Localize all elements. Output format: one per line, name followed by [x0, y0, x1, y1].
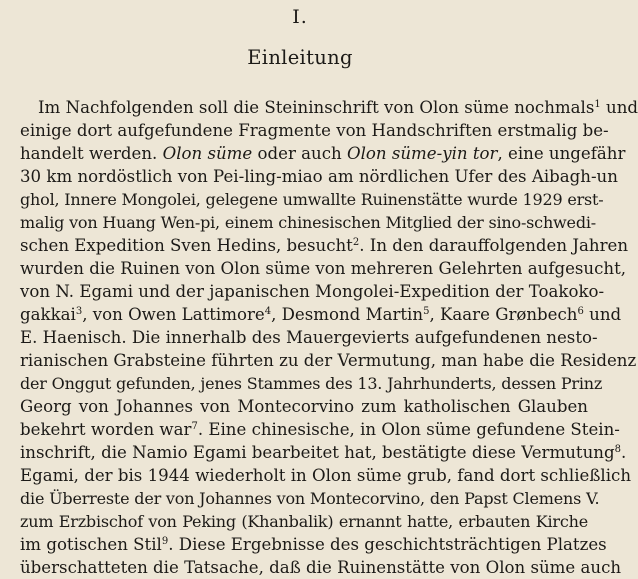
text-line: [20, 211, 596, 234]
text-line: [20, 326, 598, 349]
chapter-number: I.: [292, 6, 308, 28]
footnote-marker: 3: [75, 306, 83, 317]
text-segment: . Diese Ergebnisse des geschichtsträchtigen Platzes: [168, 535, 607, 554]
italic-term: Olon süme-yin tor: [346, 144, 498, 163]
text-line: [20, 464, 632, 487]
text-line: [20, 349, 637, 372]
text-segment: handelt werden.: [20, 144, 163, 163]
text-segment: .: [620, 443, 627, 462]
text-segment: . Eine chinesische, in Olon süme gefundene Stein-: [197, 420, 620, 439]
text-segment: einige dort aufgefundene Fragmente von Handschriften erstmalig be-: [20, 121, 609, 140]
text-segment: die Überreste der von Johannes von Montecorvino, den Papst Clemens V.: [20, 489, 600, 508]
text-segment: , Desmond Martin: [271, 305, 424, 324]
footnote-marker: 5: [423, 306, 430, 317]
text-segment: und: [600, 98, 638, 117]
text-segment: . In den darauffolgenden Jahren: [359, 236, 629, 255]
text-line: [20, 96, 638, 119]
text-segment: , Kaare Grønbech: [429, 305, 578, 324]
text-line: [20, 418, 620, 441]
text-segment: malig von Huang Wen-pi, einem chinesischen Mitglied der sino-schwedi-: [20, 213, 596, 232]
text-segment: im gotischen Stil: [20, 535, 162, 554]
text-segment: wurden die Ruinen von Olon süme von mehreren Gelehrten aufgesucht,: [20, 259, 627, 278]
text-segment: Georg von Johannes von Montecorvino zum katholischen Glauben: [20, 397, 588, 416]
text-segment: schen Expedition Sven Hedins, besucht: [20, 236, 353, 255]
footnote-marker: 1: [594, 99, 601, 110]
text-line: [20, 119, 609, 142]
text-line: [20, 556, 622, 579]
text-line: [20, 234, 629, 257]
text-segment: Egami, der bis 1944 wiederholt in Olon süme grub, fand dort schließlich: [20, 466, 632, 485]
text-line: [20, 533, 607, 556]
text-line: [20, 303, 622, 326]
footnote-marker: 6: [577, 306, 584, 317]
chapter-title: Einleitung: [247, 46, 353, 69]
text-segment: oder auch: [252, 144, 347, 163]
text-segment: inschrift, die Namio Egami bearbeitet hat, bestätigte diese Vermutung: [20, 443, 615, 462]
footnote-marker: 7: [191, 421, 198, 432]
text-line: [20, 165, 618, 188]
text-segment: der Onggut gefunden, jenes Stammes des 13. Jahrhunderts, dessen Prinz: [20, 374, 603, 393]
text-segment: Im Nachfolgenden soll die Steininschrift von Olon süme nochmals: [38, 98, 595, 117]
text-line: [20, 510, 588, 533]
text-line: [20, 395, 588, 418]
footnote-marker: 2: [352, 237, 360, 248]
text-line: [20, 257, 627, 280]
text-segment: von N. Egami und der japanischen Mongolei-Expedition der Toakoko-: [20, 282, 605, 301]
text-segment: , von Owen Lattimore: [82, 305, 265, 324]
text-segment: bekehrt worden war: [20, 420, 192, 439]
text-line: [20, 142, 626, 165]
text-line: [20, 487, 600, 510]
footnote-marker: 8: [614, 444, 621, 455]
text-line: [20, 372, 603, 395]
text-segment: und: [583, 305, 622, 324]
text-segment: überschatteten die Tatsache, daß die Ruinenstätte von Olon süme auch: [20, 558, 622, 577]
footnote-marker: 9: [161, 536, 169, 547]
body-paragraph: [20, 96, 638, 579]
text-segment: rianischen Grabsteine führten zu der Vermutung, man habe die Residenz: [20, 351, 637, 370]
text-line: [20, 280, 605, 303]
text-line: [20, 188, 604, 211]
text-segment: ghol, Innere Mongolei, gelegene umwallte Ruinenstätte wurde 1929 erst-: [20, 190, 604, 209]
text-segment: E. Haenisch. Die innerhalb des Mauergevierts aufgefundenen nesto-: [20, 328, 598, 347]
footnote-marker: 4: [264, 306, 272, 317]
text-segment: 30 km nordöstlich von Pei-ling-miao am nördlichen Ufer des Aibagh-un: [20, 167, 618, 186]
text-segment: gakkai: [20, 305, 76, 324]
text-line: [20, 441, 627, 464]
italic-term: Olon süme: [162, 144, 253, 163]
text-segment: zum Erzbischof von Peking (Khanbalik) ernannt hatte, erbauten Kirche: [20, 512, 588, 531]
text-segment: , eine ungefähr: [497, 144, 626, 163]
